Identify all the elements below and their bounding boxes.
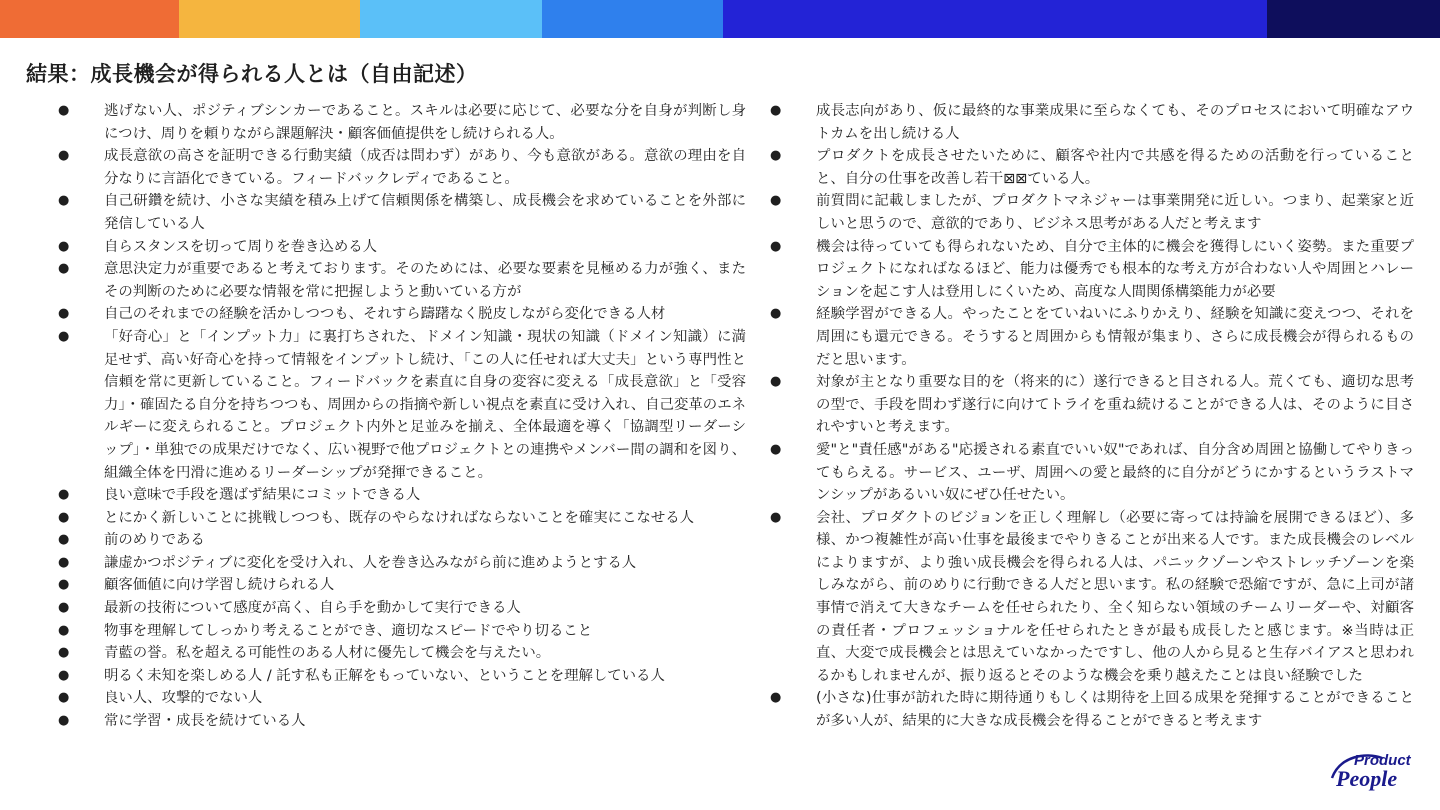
bullet-icon: ● [770, 238, 782, 254]
list-item [58, 642, 746, 665]
list-item-text: 自らスタンスを切って周りを巻き込める人 [104, 238, 377, 255]
bullet-icon: ● [58, 261, 70, 277]
list-item [770, 145, 1414, 190]
list-item [58, 507, 746, 530]
list-item-text: 謙虚かつポジティブに変化を受け入れ、人を巻き込みながら前に進めようとする人 [104, 554, 637, 571]
list-item [58, 190, 746, 235]
list-item-text: 成長志向があり、仮に最終的な事業成果に至らなくても、そのプロセスにおいて明確なアウトカムを出し続ける人 [816, 103, 1414, 142]
stripe-segment [360, 0, 542, 38]
list-item [770, 507, 1414, 688]
list-item [770, 371, 1414, 439]
list-item [770, 687, 1414, 732]
bullet-icon: ● [58, 306, 70, 322]
stripe-segment [0, 0, 179, 38]
bullet-icon: ● [58, 622, 70, 638]
list-item-text: 自己のそれまでの経験を活かしつつも、それすら躊躇なく脱皮しながら変化できる人材 [104, 306, 666, 323]
list-item [58, 303, 746, 326]
list-item [58, 687, 746, 710]
list-item-text: プロダクトを成長させたいために、顧客や社内で共感を得るための活動を行っていることと、自分の仕事を改善し若干⊠⊠ている人。 [816, 148, 1414, 187]
list-item [58, 236, 746, 259]
bullet-icon: ● [770, 509, 782, 525]
bullet-icon: ● [58, 487, 70, 503]
bullet-icon: ● [58, 532, 70, 548]
bullet-icon: ● [58, 554, 70, 570]
bullet-icon: ● [58, 238, 70, 254]
header-color-stripe [0, 0, 1440, 38]
bullet-icon: ● [58, 667, 70, 683]
bullet-icon: ● [770, 103, 782, 118]
list-item-text: 常に学習・成長を続けている人 [104, 713, 306, 730]
list-item-text: 良い人、攻撃的でない人 [104, 690, 263, 707]
bullet-icon: ● [770, 690, 782, 706]
bullet-icon: ● [770, 148, 782, 164]
list-item-text: 顧客価値に向け学習し続けられる人 [104, 577, 335, 594]
bullet-icon: ● [58, 713, 70, 729]
list-item [58, 574, 746, 597]
bullet-icon: ● [58, 600, 70, 616]
stripe-segment [723, 0, 1267, 38]
bullet-icon: ● [770, 306, 782, 322]
list-item-text: 意思決定力が重要であると考えております。そのためには、必要な要素を見極める力が強く、またその判断のために必要な情報を常に把握しようと動いている方が [104, 261, 746, 300]
bullet-icon: ● [58, 148, 70, 164]
bullet-icon: ● [58, 103, 70, 118]
page-title: 結果：成長機会が得られる人とは（自由記述） [26, 62, 478, 86]
list-item-text: 逃げない人、ポジティブシンカーであること。スキルは必要に応じて、必要な分を自身が判断し身につけ、周りを頼りながら課題解決・顧客価値提供をし続けられる人。 [104, 103, 746, 142]
product-people-logo [1326, 748, 1422, 792]
bullet-icon: ● [770, 374, 782, 390]
list-item-text: 物事を理解してしっかり考えることができ、適切なスピードでやり切ること [104, 622, 593, 639]
bullet-icon: ● [58, 645, 70, 661]
stripe-segment [1267, 0, 1440, 38]
bullet-icon: ● [58, 509, 70, 525]
list-item-text: 成長意欲の高さを証明できる行動実績（成否は問わず）があり、今も意欲がある。意欲の理由を自分なりに言語化できている。フィードバックレディであること。 [104, 148, 746, 187]
list-item [770, 236, 1414, 304]
list-item [58, 100, 746, 145]
list-item-text: 愛"と"責任感"がある"応援される素直でいい奴"であれば、自分含め周囲と協働してやりきってもらえる。サービス、ユーザ、周囲への愛と最終的に自分がどうにかするというラストマンシップがあるいい奴にぜひ任せたい。 [816, 441, 1414, 504]
list-item [58, 145, 746, 190]
bullet-icon: ● [58, 193, 70, 209]
list-item-text: 機会は待っていても得られないため、自分で主体的に機会を獲得しにいく姿勢。また重要プロジェクトになればなるほど、能力は優秀でも根本的な考え方が合わない人や周囲とハレーションを起こす人は登用しにくいため、高度な人間関係構築能力が必要 [816, 238, 1414, 300]
list-item [770, 303, 1414, 371]
list-item [770, 100, 1414, 145]
list-item [58, 529, 746, 552]
list-item-text: 「好奇心」と「インプット力」に裏打ちされた、ドメイン知識・現状の知識（ドメイン知識）に満足せず、高い好奇心を持って情報をインプットし続け、「この人に任せれば大丈夫」という専門性と信頼を常に更新していること。フィードバックを素直に自身の変容に変える「成長意欲」と「受容力」・確固たる自分を持ちつつも、周囲からの指摘や新しい視点を素直に受け入れ、自己変革のエネルギーに変えられること。プロジェクト内外と足並みを揃え、全体最適を導く「協調型リーダーシップ」・単独での成果だけでなく、広い視野で他プロジェクトとの連携やメンバー間の調和を図り、組織全体を円滑に進めるリーダーシップが発揮できること。 [104, 328, 746, 481]
list-item [770, 439, 1414, 507]
left-answer-list [58, 100, 746, 733]
list-item-text: 対象が主となり重要な目的を（将来的に）遂行できると目される人。荒くても、適切な思考の型で、手段を問わず遂行に向けてトライを重ね続けることができる人は、そのように目されやすいと考えます。 [816, 374, 1414, 436]
list-item [58, 552, 746, 575]
stripe-segment [542, 0, 723, 38]
bullet-icon: ● [770, 193, 782, 209]
right-answer-list [770, 100, 1414, 733]
list-item-text: 最新の技術について感度が高く、自ら手を動かして実行できる人 [104, 600, 521, 617]
list-item-text: 経験学習ができる人。やったことをていねいにふりかえり、経験を知識に変えつつ、それを周囲にも還元できる。そうすると周囲からも情報が集まり、さらに成長機会が得られるものだと思います。 [816, 306, 1414, 368]
list-item-text: 明るく未知を楽しめる人 / 託す私も正解をもっていない、ということを理解している人 [104, 667, 665, 684]
list-item [58, 710, 746, 733]
list-item-text: 青藍の誉。私を超える可能性のある人材に優先して機会を与えたい。 [104, 645, 551, 662]
bullet-icon: ● [58, 690, 70, 706]
list-item-text: 良い意味で手段を選ばず結果にコミットできる人 [104, 487, 421, 504]
list-item [770, 190, 1414, 235]
list-item-text: (小さな)仕事が訪れた時に期待通りもしくは期待を上回る成果を発揮することができることが多い人が、結果的に大きな成長機会を得ることができると考えます [816, 690, 1414, 730]
list-item-text: 会社、プロダクトのビジョンを正しく理解し（必要に寄っては持論を展開できるほど）、多様、かつ複雑性が高い仕事を最後までやりきることが出来る人です。また成長機会のレベルによりますが、より強い成長機会を得られる人は、パニックゾーンやストレッチゾーンを楽しみながら、前のめりに行動できる人だと思います。私の経験で恐縮ですが、急に上司が諸事情で消えて大きなチームを任せられたり、全く知らない領域のチームリーダーや、対顧客の責任者・プロフェッショナルを任せられたときが最も成長したと感じます。※当時は正直、大変で成長機会とは思えていなかったですし、他の人から見ると生存バイアスと思われるかもしれませんが、振り返るとそのような機会を乗り越えたことは良い経験でした [816, 509, 1414, 684]
list-item-text: 前のめりである [104, 532, 205, 549]
list-item-text: 自己研鑽を続け、小さな実績を積み上げて信頼関係を構築し、成長機会を求めていることを外部に発信している人 [104, 193, 746, 232]
bullet-icon: ● [58, 577, 70, 593]
logo-text-product: Product [1354, 752, 1411, 769]
bullet-icon: ● [770, 441, 782, 457]
stripe-segment [179, 0, 360, 38]
list-item [58, 258, 746, 303]
list-item [58, 620, 746, 643]
list-item [58, 484, 746, 507]
logo-text-people: People [1336, 766, 1398, 791]
list-item-text: 前質問に記載しましたが、プロダクトマネジャーは事業開発に近しい。つまり、起業家と近しいと思うので、意欲的であり、ビジネス思考がある人だと考えます [816, 193, 1414, 232]
bullet-icon: ● [58, 328, 70, 344]
list-item-text: とにかく新しいことに挑戦しつつも、既存のやらなければならないことを確実にこなせる人 [104, 509, 695, 526]
list-item [58, 326, 746, 484]
list-item [58, 665, 746, 688]
list-item [58, 597, 746, 620]
